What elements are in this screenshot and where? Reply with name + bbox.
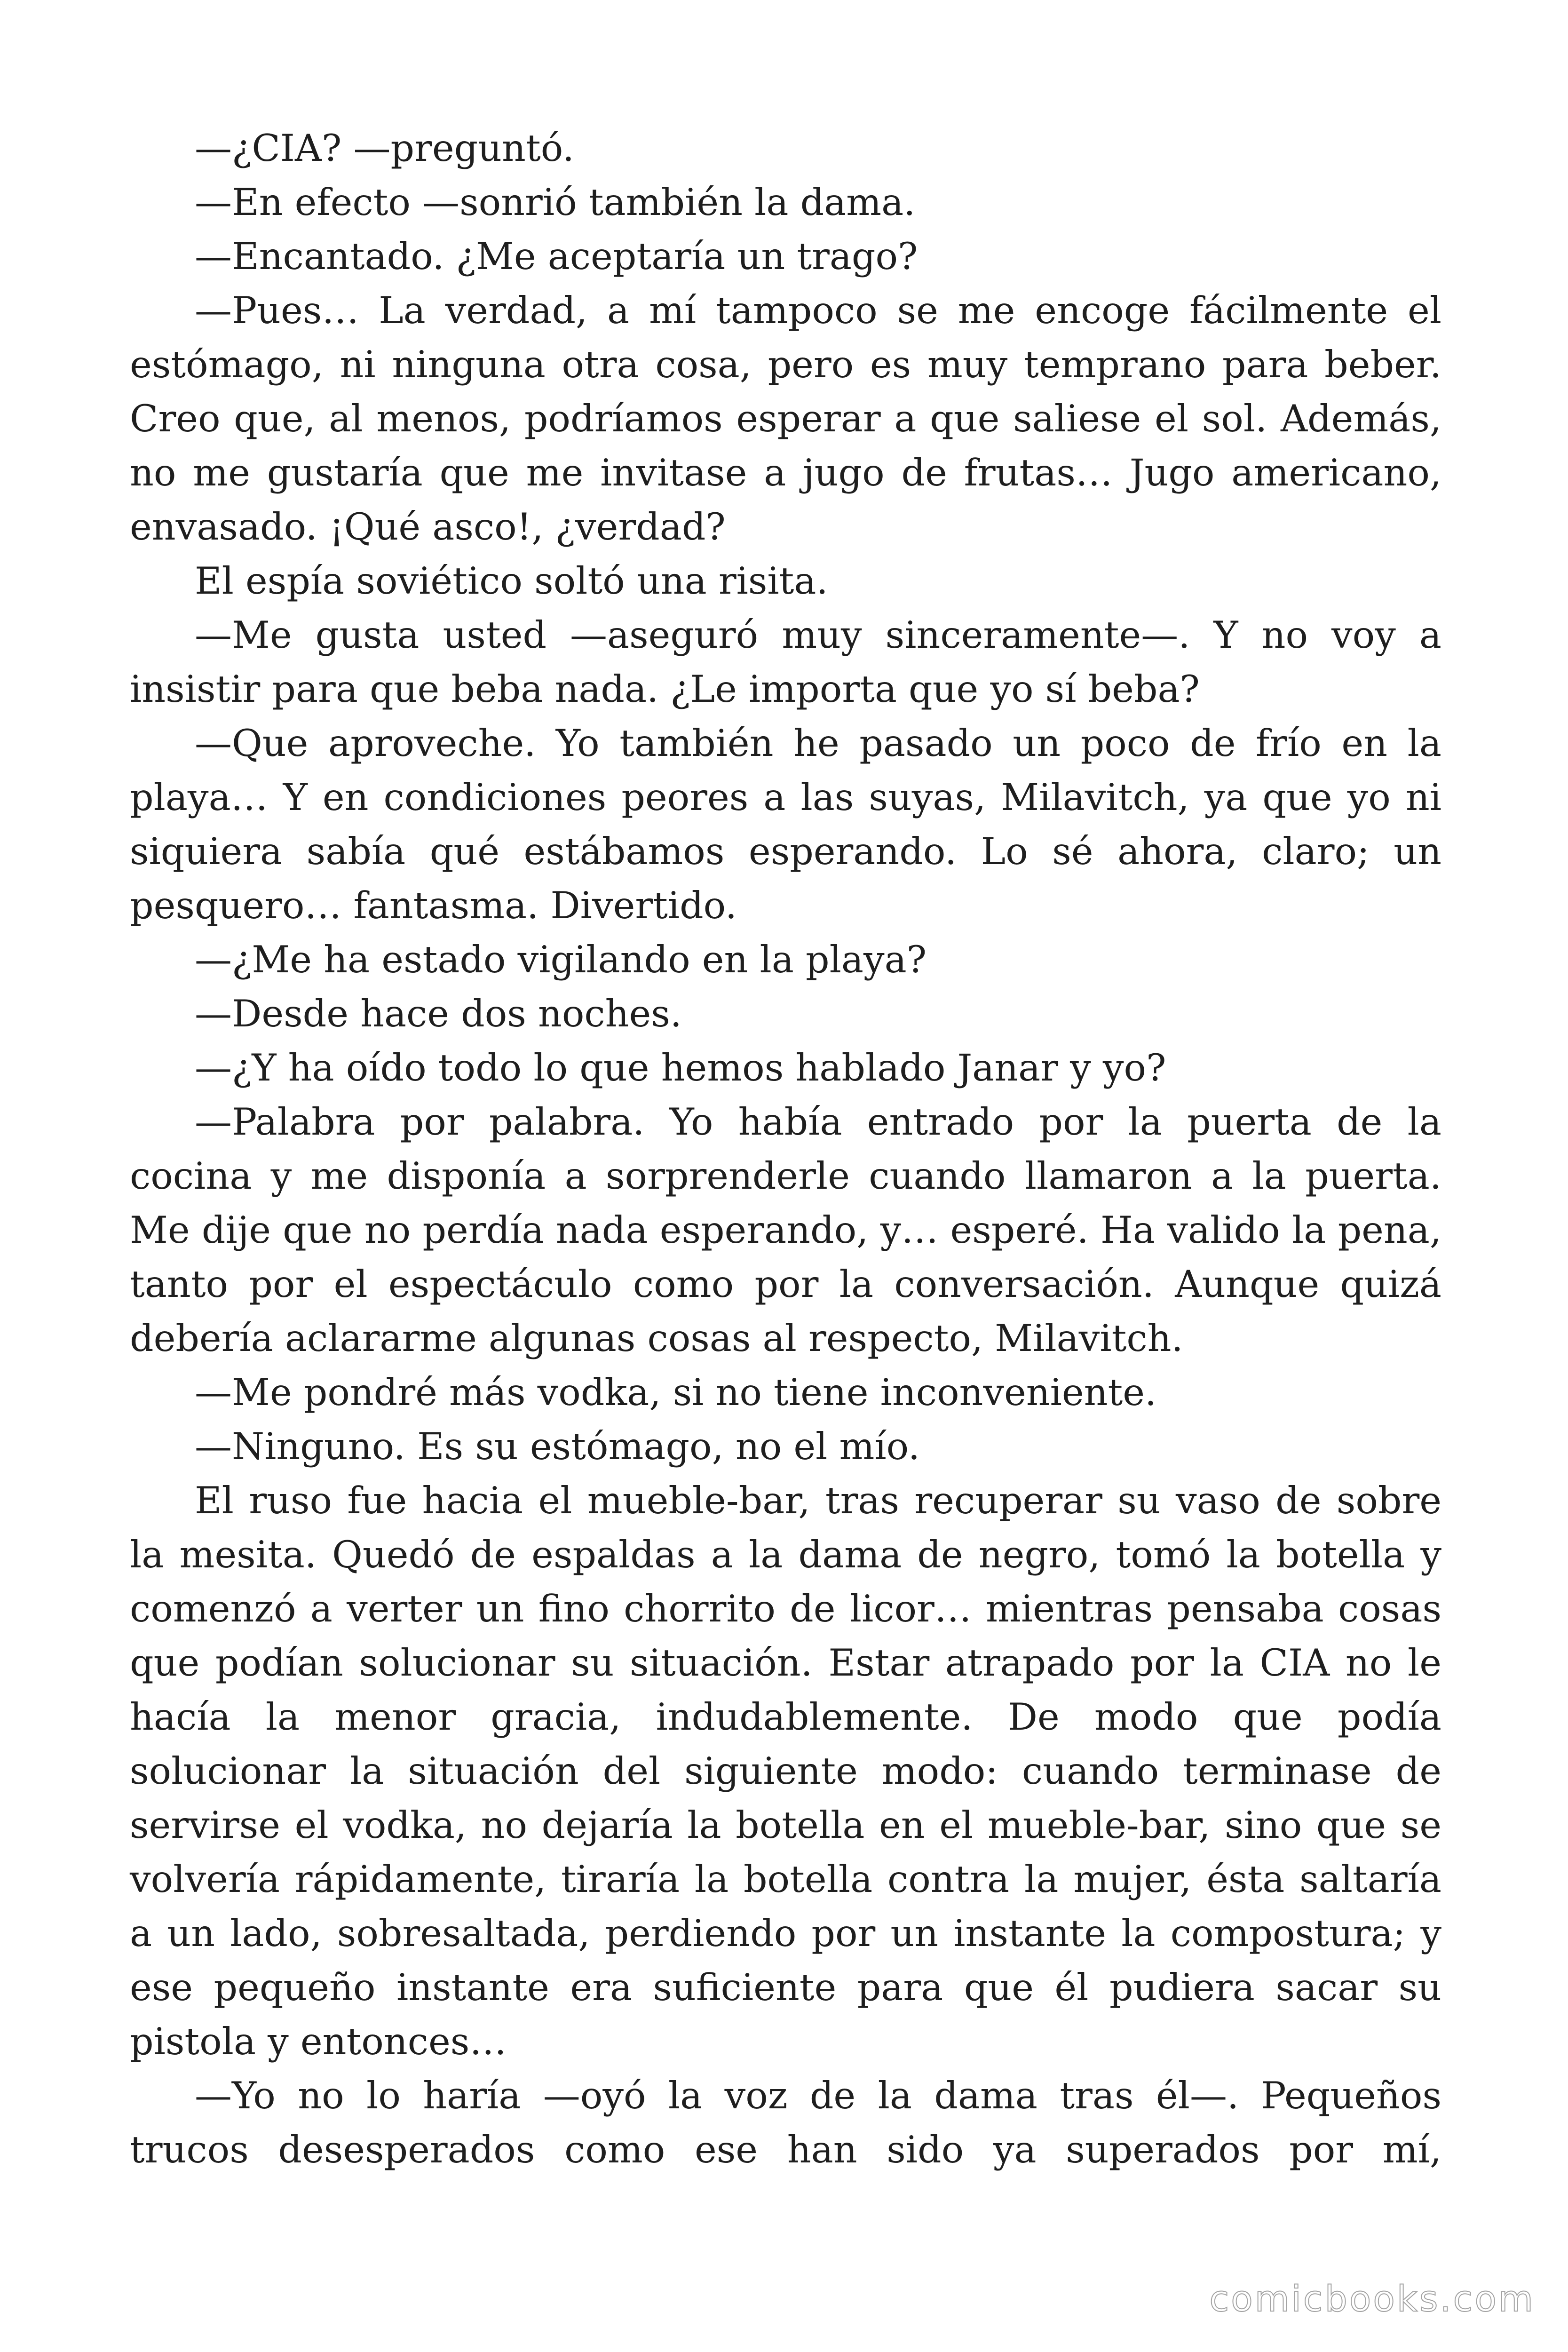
paragraph: —Me gusta usted —aseguró muy sinceramente—. Y no voy a insistir para que beba nada. ¿Le importa que yo sí beba? (130, 613, 1441, 711)
paragraph: —¿Me ha estado vigilando en la playa? (195, 938, 927, 981)
paragraph: —Encantado. ¿Me aceptaría un trago? (195, 235, 918, 278)
paragraph: —Pues… La verdad, a mí tampoco se me encoge fácilmente el estómago, ni ninguna otra cosa, pero es muy temprano para beber. Creo que, al menos, podríamos esperar a que saliese el sol. Además, no me gustaría que me invitase a jugo de frutas… Jugo americano, envasado. ¡Qué asco!, ¿verdad? (130, 289, 1441, 548)
paragraph: —Palabra por palabra. Yo había entrado por la puerta de la cocina y me disponía a sorprenderle cuando llamaron a la puerta. Me dije que no perdía nada esperando, y… esperé. Ha valido la pena, tanto por el espectáculo como por la conversación. Aunque quizá debería aclararme algunas cosas al respecto, Milavitch. (130, 1100, 1441, 1360)
paragraph: —Me pondré más vodka, si no tiene inconveniente. (195, 1371, 1157, 1414)
watermark: comicbooks.com (1209, 2278, 1535, 2320)
paragraph: —Ninguno. Es su estómago, no el mío. (195, 1425, 920, 1468)
paragraph: —Desde hace dos noches. (195, 992, 682, 1035)
body-text (130, 121, 1441, 2177)
paragraph: El espía soviético soltó una risita. (195, 559, 828, 603)
paragraph: El ruso fue hacia el mueble-bar, tras recuperar su vaso de sobre la mesita. Quedó de espaldas a la dama de negro, tomó la botella y comenzó a verter un fino chorrito de licor… mientras pensaba cosas que podían solucionar su situación. Estar atrapado por la CIA no le hacía la menor gracia, indudablemente. De modo que podía solucionar la situación del siguiente modo: cuando terminase de servirse el vodka, no dejaría la botella en el mueble-bar, sino que se volvería rápidamente, tiraría la botella contra la mujer, ésta saltaría a un lado, sobresaltada, perdiendo por un instante la compostura; y ese pequeño instante era suficiente para que él pudiera sacar su pistola y entonces… (130, 1479, 1441, 2063)
paragraph: —En efecto —sonrió también la dama. (195, 181, 916, 224)
paragraph: —Yo no lo haría —oyó la voz de la dama tras él—. Pequeños trucos desesperados como ese han sido ya superados por mí, (130, 2074, 1441, 2171)
paragraph: —¿CIA? —preguntó. (195, 127, 574, 170)
paragraph: —Que aproveche. Yo también he pasado un poco de frío en la playa… Y en condiciones peores a las suyas, Milavitch, ya que yo ni siquiera sabía qué estábamos esperando. Lo sé ahora, claro; un pesquero… fantasma. Divertido. (130, 722, 1441, 927)
paragraph: —¿Y ha oído todo lo que hemos hablado Janar y yo? (195, 1046, 1166, 1089)
